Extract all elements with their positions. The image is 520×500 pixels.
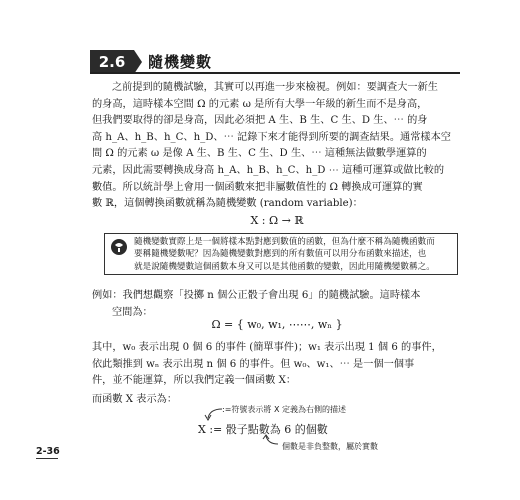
note-line: 要稱隨機變數呢？因為隨機變數對應到的所有數值可以用分布函數來描述，也 bbox=[134, 249, 427, 260]
note-text bbox=[134, 236, 450, 273]
section-number: 2.6 bbox=[90, 50, 134, 74]
intro-line: 的身高，這時樣本空間 Ω 的元素 ω 是所有大學一年級的新生而不是身高， bbox=[92, 98, 428, 110]
after-paragraph bbox=[92, 340, 462, 390]
section-title: 隨機變數 bbox=[148, 53, 213, 71]
intro-line: 數 ℝ，這個轉換函數就稱為隨機變數 (random variable)： bbox=[92, 198, 363, 210]
intro-line: 高 h_A、h_B、h_C、h_D、⋯ 記錄下來才能得到所要的調查結果。通常樣本空 bbox=[92, 131, 451, 143]
after-line: 件，並不能運算，所以我們定義一個函數 X： bbox=[92, 375, 297, 387]
intro-line: 之前提到的隨機試驗，其實可以再進一步來檢視。例如：要調查大一新生 bbox=[112, 82, 438, 93]
equation-definition: X := 骰子點數為 6 的個數 bbox=[198, 423, 328, 436]
section-header bbox=[90, 50, 460, 76]
note-line: 就是說隨機變數這個函數本身又可以是其他函數的變數，因此用隨機變數稱之。 bbox=[134, 261, 435, 272]
page-number: 2-36 bbox=[36, 446, 60, 457]
annotation-definition: :=符號表示將 X 定義為右側的描述 bbox=[222, 405, 346, 414]
equation-sample-space: Ω = { w₀, w₁, ⋯⋯, wₙ } bbox=[211, 318, 343, 331]
after-line: 依此類推到 wₙ 表示出現 n 個 6 的事件。但 w₀、w₁、⋯ 是一個一個事 bbox=[92, 358, 415, 370]
intro-line: 但我們要取得的卻是身高，因此必須把 A 生、B 生、C 生、D 生、⋯ 的身 bbox=[92, 115, 428, 127]
intro-line: 元素，因此需要轉換成身高 h_A、h_B、h_C、h_D ⋯ 這種可運算或做比較的 bbox=[92, 164, 445, 176]
intro-line: 間 Ω 的元素 ω 是像 A 生、B 生、C 生、D 生、⋯ 這種無法做數學運算的 bbox=[92, 148, 427, 160]
after-line: 其中，w₀ 表示出現 0 個 6 的事件 (簡單事件)；w₁ 表示出現 1 個 6 的事件， bbox=[92, 342, 442, 353]
note-line: 隨機變數實際上是一個將樣本點對應到數值的函數，但為什麼不稱為隨機函數而 bbox=[134, 237, 435, 247]
annotation-arrow-icon bbox=[200, 404, 224, 422]
annotation-nonnegative: 個數是非負整數，屬於實數 bbox=[282, 442, 378, 451]
example-line: 例如：我們想觀察「投擲 n 個公正骰子會出現 6」的隨機試驗。這時樣本 bbox=[92, 290, 421, 301]
annotation-arrow-icon bbox=[262, 434, 282, 448]
example-line: 空間為： bbox=[112, 306, 153, 318]
intro-paragraph bbox=[92, 80, 462, 213]
section-number-arrow bbox=[134, 50, 142, 74]
example-paragraph bbox=[92, 288, 462, 321]
intro-line: 數值。所以統計學上會用一個函數來把非屬數值性的 Ω 轉換成可運算的實 bbox=[92, 181, 423, 193]
section-rule bbox=[90, 72, 460, 74]
page-number-rule bbox=[36, 458, 58, 459]
note-icon bbox=[110, 238, 128, 256]
equation-random-variable: X : Ω → ℝ bbox=[250, 214, 304, 227]
function-intro: 而函數 X 表示為： bbox=[92, 394, 178, 405]
